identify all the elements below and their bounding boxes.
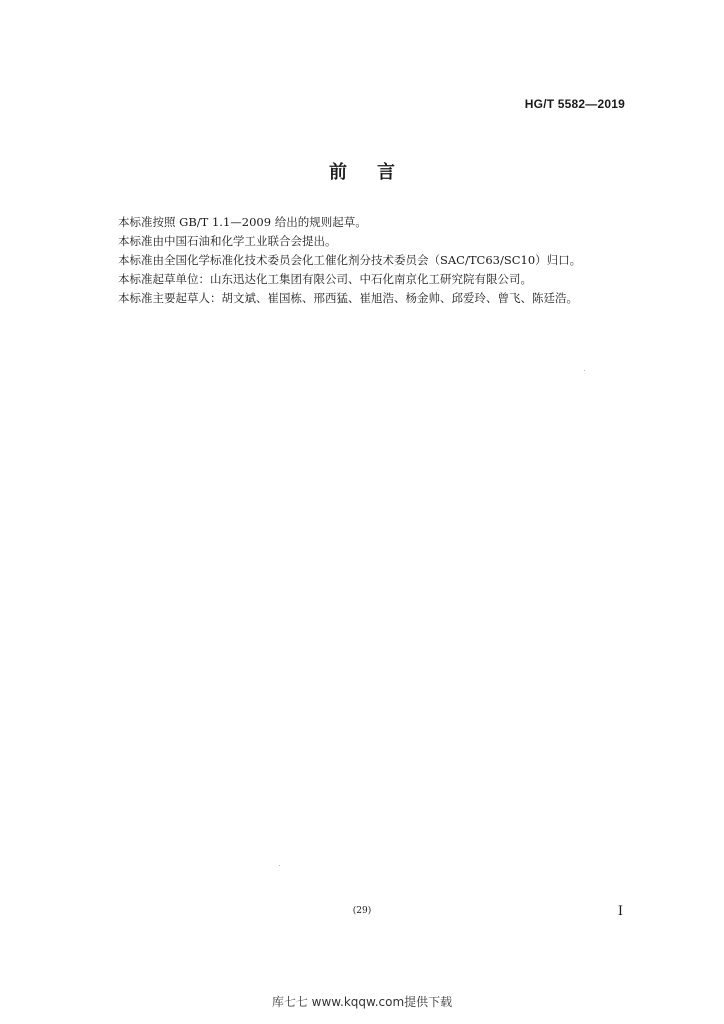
scan-speck: [584, 370, 585, 371]
foreword-line: 本标准按照 GB/T 1.1—2009 给出的规则起草。: [118, 215, 367, 229]
foreword-line: 本标准起草单位：山东迅达化工集团有限公司、中石化南京化工研究院有限公司。: [118, 272, 532, 286]
foreword-line: 本标准主要起草人：胡文斌、崔国栋、邢西猛、崔旭浩、杨金帅、邱爱玲、曾飞、陈廷浩。: [118, 291, 578, 305]
foreword-line: 本标准由全国化学标准化技术委员会化工催化剂分技术委员会（SAC/TC63/SC10）归口。: [118, 253, 582, 267]
roman-page-number: I: [617, 904, 623, 919]
standard-code: HG/T 5582—2019: [524, 97, 625, 111]
page-number-mark: (29): [352, 906, 372, 916]
foreword-line: 本标准由中国石油和化学工业联合会提出。: [118, 234, 337, 248]
scan-speck: [279, 865, 280, 866]
page-title: 前言: [329, 162, 425, 183]
download-footer: 库七七 www.kqqw.com提供下载: [271, 995, 453, 1009]
foreword-body: [118, 213, 618, 308]
